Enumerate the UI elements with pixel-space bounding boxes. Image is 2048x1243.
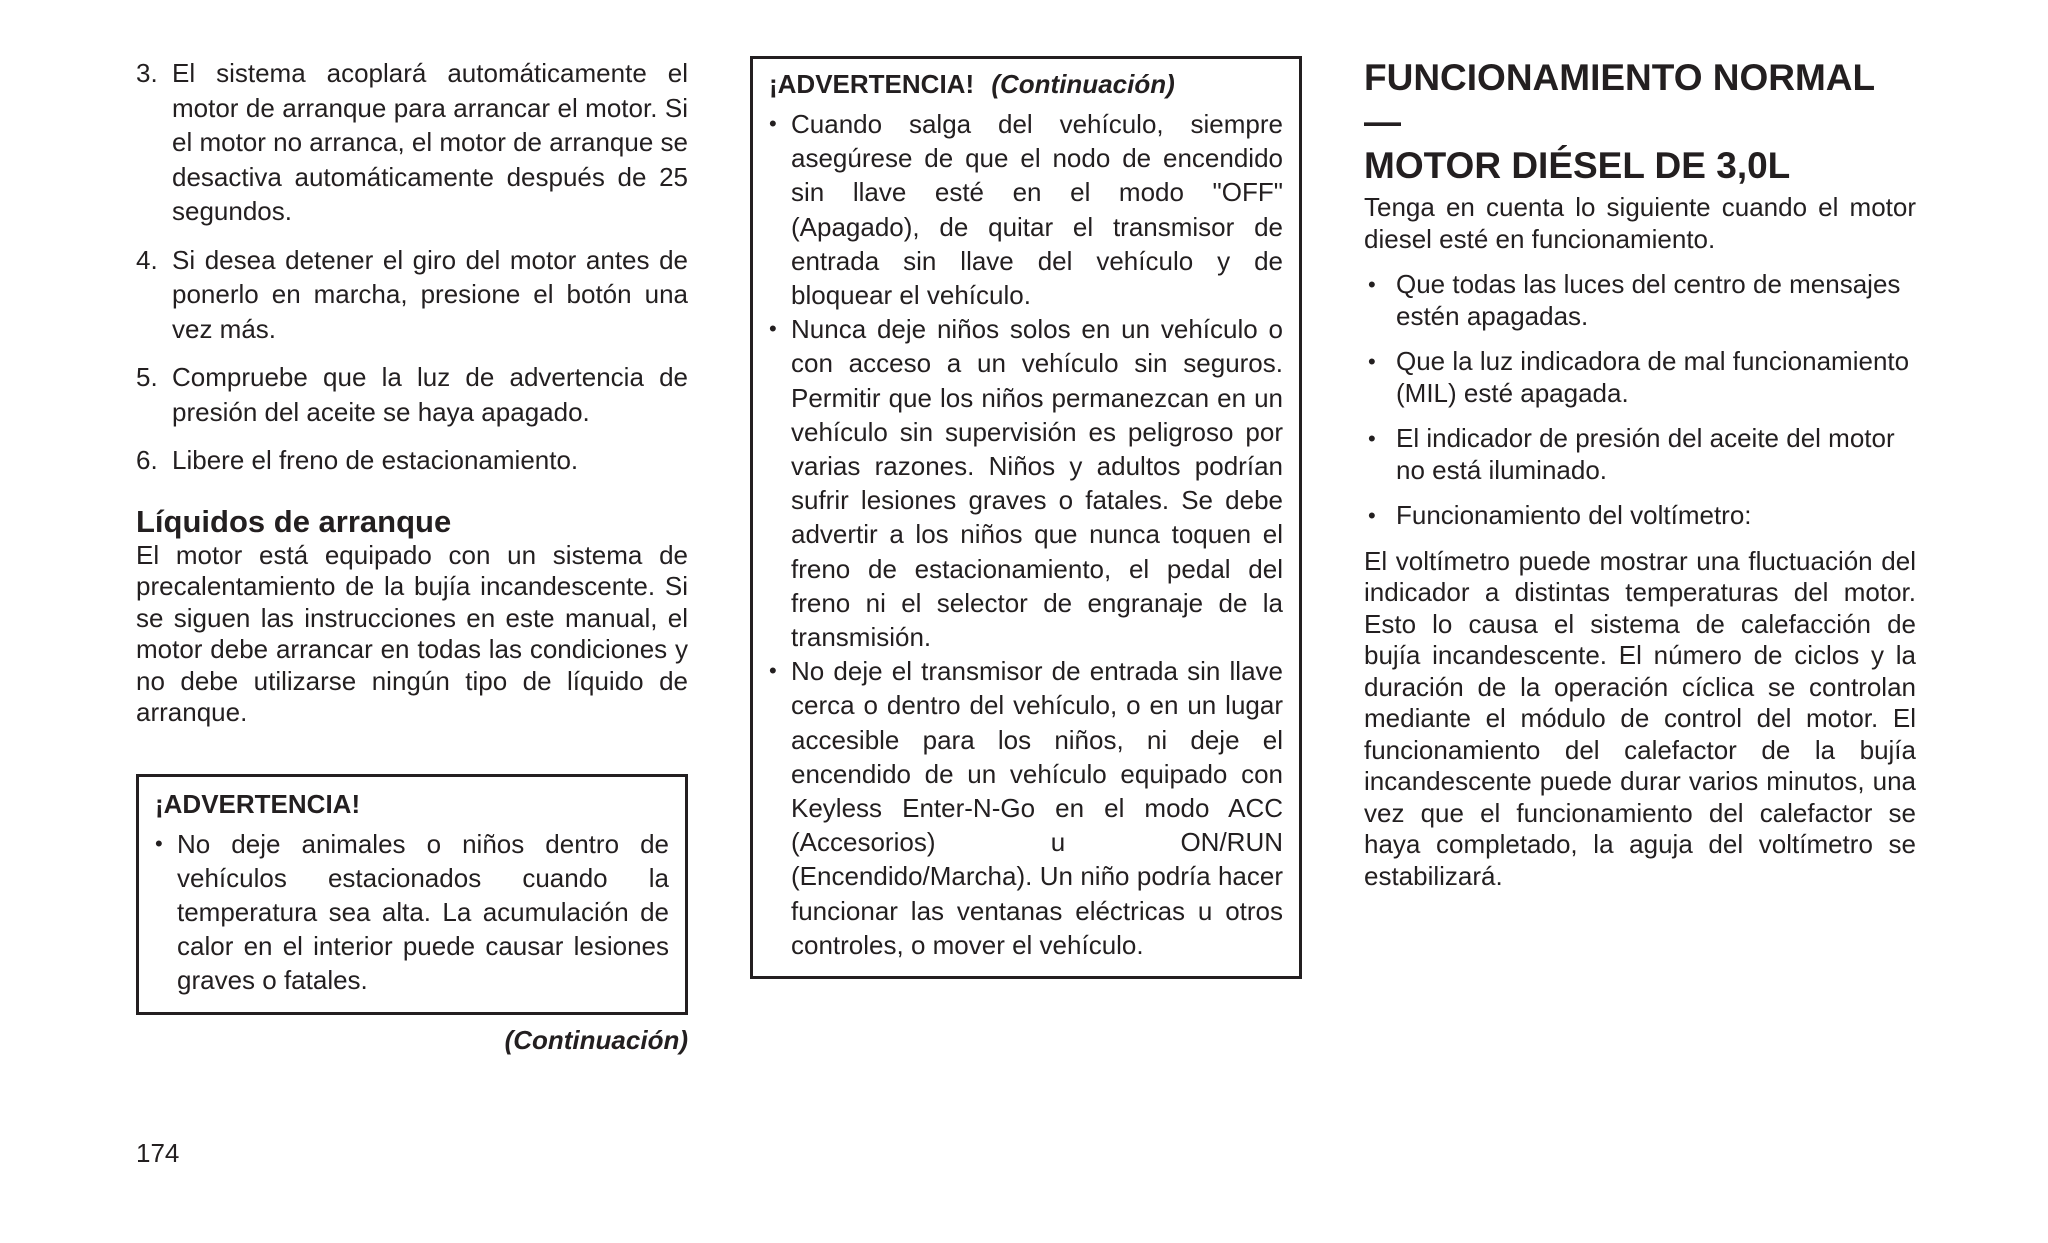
- list-item: [769, 312, 1283, 654]
- section-heading: [1364, 56, 1916, 188]
- step-number: 6.: [136, 445, 158, 475]
- steps-list: [136, 56, 688, 478]
- warning-bullets: [155, 827, 669, 998]
- warning-title-continued: (Continuación): [991, 69, 1175, 99]
- bullet-text: Que la luz indicadora de mal funcionamiento (MIL) esté apagada.: [1396, 346, 1910, 408]
- bullet-icon: •: [769, 316, 777, 342]
- bullet-icon: •: [769, 658, 777, 684]
- step-text: Compruebe que la luz de advertencia de presión del aceite se haya apagado.: [172, 362, 688, 427]
- warning-box: [136, 774, 688, 1015]
- step-text: Libere el freno de estacionamiento.: [172, 445, 579, 475]
- list-item: [769, 107, 1283, 312]
- list-item: [1364, 500, 1916, 532]
- list-item: [136, 360, 688, 429]
- step-text: Si desea detener el giro del motor antes de ponerlo en marcha, presione el botón una vez más.: [172, 244, 688, 344]
- section-subheading: Líquidos de arranque: [136, 503, 452, 539]
- bullet-text: Que todas las luces del centro de mensajes estén apagadas.: [1396, 269, 1901, 331]
- bullet-text: No deje animales o niños dentro de vehículos estacionados cuando la temperatura sea alta. La acumulación de calor en el interior puede causar lesiones graves o fatales.: [177, 828, 669, 996]
- left-column: [136, 56, 688, 1057]
- step-number: 5.: [136, 362, 158, 392]
- warning-title-text: ¡ADVERTENCIA!: [769, 69, 975, 99]
- step-text: El sistema acoplará automáticamente el motor de arranque para arrancar el motor. Si el motor no arranca, el motor de arranque se desactiva automáticamente después de 25 segundos.: [172, 58, 688, 226]
- bullet-icon: •: [1368, 426, 1376, 451]
- section-heading-line1: FUNCIONAMIENTO NORMAL —: [1364, 57, 1875, 142]
- list-item: [136, 56, 688, 229]
- list-item: [1364, 423, 1916, 486]
- bullet-text: Funcionamiento del voltímetro:: [1396, 500, 1752, 530]
- warning-bullets: [769, 107, 1283, 962]
- list-item: [1364, 346, 1916, 409]
- warning-box-continued: [750, 56, 1302, 979]
- intro-paragraph: Tenga en cuenta lo siguiente cuando el motor diesel esté en funcionamiento.: [1364, 192, 1916, 254]
- list-item: [136, 243, 688, 347]
- bullet-icon: •: [155, 830, 163, 856]
- step-number: 4.: [136, 244, 158, 275]
- section-paragraph: El motor está equipado con un sistema de precalentamiento de la bujía incandescente. Si se siguen las instrucciones en este manual, el motor debe arrancar en todas las condiciones y no debe utilizarse ningún tipo de líquido de arranque.: [136, 539, 688, 727]
- list-item: [769, 654, 1283, 962]
- step-number: 3.: [136, 58, 158, 88]
- section-heading-line2: MOTOR DIÉSEL DE 3,0L: [1364, 145, 1791, 186]
- right-column: [1364, 56, 1916, 892]
- list-item: [1364, 269, 1916, 332]
- warning-title: ¡ADVERTENCIA!: [155, 788, 361, 819]
- check-list: [1364, 269, 1916, 532]
- continued-label: (Continuación): [504, 1024, 688, 1055]
- bullet-icon: •: [769, 111, 777, 136]
- list-item: [136, 443, 688, 478]
- bullet-text: Nunca deje niños solos en un vehículo o con acceso a un vehículo sin seguros. Permitir que los niños permanezcan en un vehículo sin supervisión es peligroso por varias razones. Niños y adultos podrían sufrir lesiones graves o fatales. Se debe advertir a los niños que nunca toquen el freno de estacionamiento, el pedal del freno ni el selector de engranaje de la transmisión.: [791, 314, 1283, 653]
- warning-title: [769, 67, 1283, 101]
- voltmeter-paragraph: El voltímetro puede mostrar una fluctuación del indicador a distintas temperaturas del motor. Esto lo causa el sistema de calefacción de bujía incandescente. El número de ciclos y la duración de la operación cíclica se controlan mediante el módulo de control del motor. El funcionamiento del calefactor de la bujía incandescente puede durar varios minutos, una vez que el funcionamiento del calefactor se haya completado, la aguja del voltímetro se estabilizará.: [1364, 545, 1916, 891]
- bullet-icon: •: [1368, 349, 1376, 374]
- bullet-text: El indicador de presión del aceite del motor no está iluminado.: [1396, 423, 1895, 485]
- bullet-icon: •: [1368, 503, 1376, 528]
- page-number: 174: [136, 1138, 180, 1168]
- bullet-text: No deje el transmisor de entrada sin llave cerca o dentro del vehículo, o en un lugar accesible para los niños, ni deje el encendido de un vehículo equipado con Keyless Enter-N-Go en el modo ACC (Accesorios) u ON/RUN (Encendido/Marcha). Un niño podría hacer funcionar las ventanas eléctricas u otros controles, o mover el vehículo.: [791, 656, 1283, 960]
- bullet-icon: •: [1368, 272, 1376, 297]
- bullet-text: Cuando salga del vehículo, siempre asegúrese de que el nodo de encendido sin llave esté en el modo "OFF" (Apagado), de quitar el transmisor de entrada sin llave del vehículo y de bloquear el vehículo.: [791, 109, 1283, 311]
- list-item: [155, 827, 669, 998]
- middle-column: [750, 56, 1302, 979]
